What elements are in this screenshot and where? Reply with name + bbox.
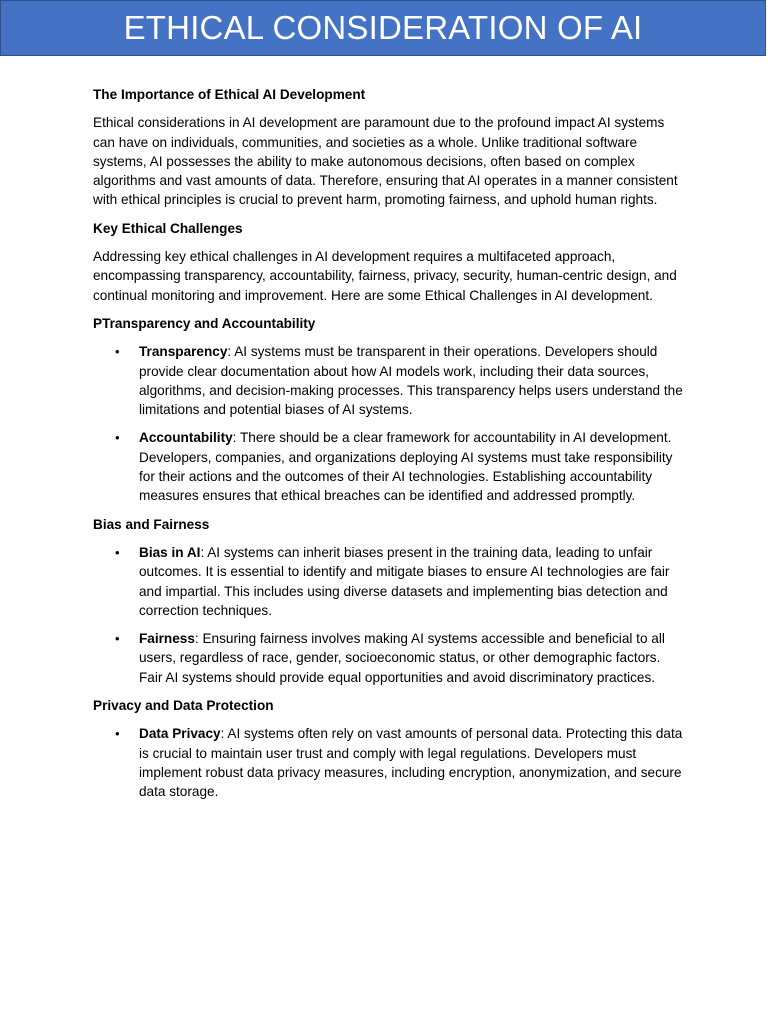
- bullet-term: Accountability: [139, 430, 233, 446]
- bullet-text: : AI systems can inherit biases present in the training data, leading to unfair outcomes. It is essential to identify and mitigate biases to ensure AI technologies are fair and impartial. This includes using diverse datasets and implementing bias detection and correction techniques.: [139, 544, 670, 618]
- section-paragraph-key-challenges: Addressing key ethical challenges in AI development requires a multifaceted approach, encompassing transparency, accountability, fairness, privacy, security, human-centric design, and continual monitoring and improvement. Here are some Ethical Challenges in AI development.: [93, 249, 677, 303]
- bullet-icon: •: [115, 631, 120, 647]
- list-item: [93, 543, 683, 620]
- section-heading-bias-fairness: Bias and Fairness: [93, 516, 210, 532]
- bullet-icon: •: [115, 726, 120, 742]
- document-body: [93, 85, 683, 811]
- section-heading-key-challenges: Key Ethical Challenges: [93, 220, 243, 236]
- section-paragraph-importance: Ethical considerations in AI development are paramount due to the profound impact AI systems can have on individuals, communities, and societies as a whole. Unlike traditional software systems, AI possesses the ability to make autonomous decisions, often based on complex algorithms and vast amounts of data. Therefore, ensuring that AI operates in a manner consistent with ethical principles is crucial to prevent harm, promoting fairness, and uphold human rights.: [93, 115, 678, 208]
- bullet-icon: •: [115, 430, 120, 446]
- list-item: [93, 724, 683, 801]
- bullet-text: : There should be a clear framework for accountability in AI development. Developers, companies, and organizations deploying AI systems must take responsibility for their actions and the outcomes of their AI technologies. Establishing accountability measures ensures that ethical breaches can be identified and addressed promptly.: [139, 430, 673, 504]
- section-heading-importance: The Importance of Ethical AI Development: [93, 87, 366, 102]
- document-title: ETHICAL CONSIDERATION OF AI: [123, 9, 643, 46]
- list-item: [93, 629, 683, 687]
- bullet-icon: •: [115, 544, 120, 560]
- section-heading-privacy: Privacy and Data Protection: [93, 698, 274, 714]
- bullet-term: Fairness: [139, 631, 195, 647]
- bullet-icon: •: [115, 344, 120, 360]
- bullet-list-bias-fairness: [93, 543, 683, 687]
- bullet-text: : AI systems often rely on vast amounts of personal data. Protecting this data is crucial to maintain user trust and comply with legal regulations. Developers must implement robust data privacy measures, including encryption, anonymization, and secure data storage.: [139, 726, 683, 800]
- bullet-list-transparency-accountability: [93, 342, 683, 505]
- list-item: [93, 428, 683, 505]
- bullet-term: Bias in AI: [139, 544, 201, 560]
- bullet-term: Transparency: [139, 344, 228, 360]
- title-banner: [0, 0, 766, 56]
- section-heading-transparency-accountability: PTransparency and Accountability: [93, 315, 316, 331]
- list-item: [93, 342, 683, 419]
- bullet-text: : AI systems must be transparent in their operations. Developers should provide clear documentation about how AI models work, including their data sources, algorithms, and decision-making processes. This transparency helps users understand the limitations and potential biases of AI systems.: [139, 344, 683, 418]
- bullet-term: Data Privacy: [139, 726, 221, 742]
- bullet-text: : Ensuring fairness involves making AI systems accessible and beneficial to all users, regardless of race, gender, socioeconomic status, or other demographic factors. Fair AI systems should provide equal opportunities and avoid discriminatory practices.: [139, 631, 665, 685]
- bullet-list-privacy: [93, 724, 683, 801]
